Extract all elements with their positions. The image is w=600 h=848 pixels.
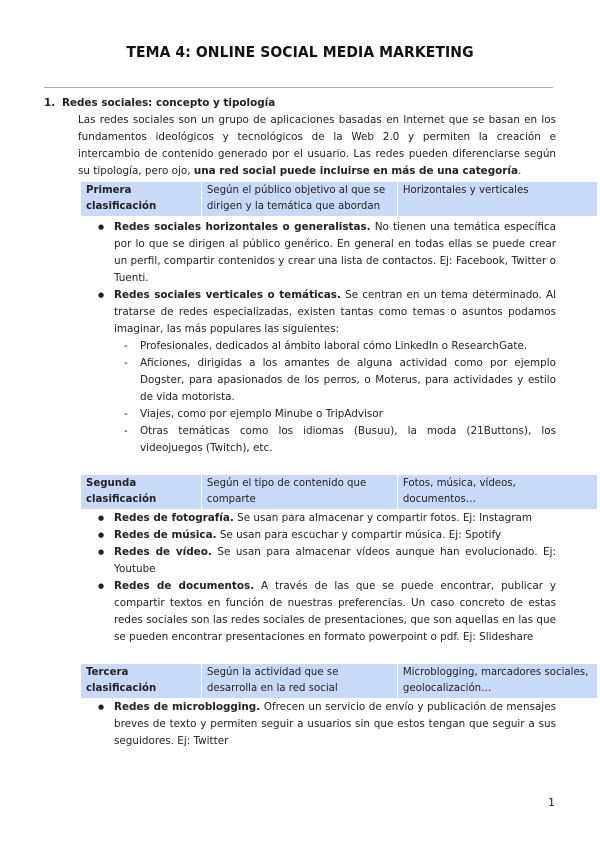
classification-name: Primera clasificación	[81, 182, 202, 217]
page-number: 1	[548, 796, 555, 809]
classification-2-list	[114, 510, 556, 646]
section-heading	[44, 95, 556, 112]
sublist-item: - Aficiones, dirigidas a los amantes de alguna actividad como por ejemplo Dogster, para apasionados de los perros, o Moterus, para actividades y estilo de vida motorista.	[140, 355, 556, 406]
item-title: Redes de música.	[114, 529, 217, 541]
list-item	[114, 699, 556, 750]
sublist-item: - Profesionales, dedicados al ámbito laboral cómo LinkedIn o ResearchGate.	[140, 338, 556, 355]
item-text: Ofrecen un servicio de envío y publicación de mensajes breves de texto y permiten seguir a usuarios sin que estos tengan que seguir a sus seguidores. Ej: Twitter	[114, 701, 556, 747]
sublist-item: - Otras temáticas como los idiomas (Busuu), la moda (21Buttons), los videojuegos (Twitch), etc.	[140, 423, 556, 457]
classification-table-1	[80, 181, 598, 217]
classification-criterion: Según el público objetivo al que se dirigen y la temática que abordan	[201, 182, 397, 217]
list-item	[114, 510, 556, 527]
intro-end: .	[518, 165, 522, 177]
classification-types: Fotos, música, vídeos, documentos…	[397, 475, 597, 510]
intro-text: Las redes sociales son un grupo de aplicaciones basadas en Internet que se basan en los fundamentos ideológicos y tecnológicos de la Web 2.0 y permiten la creación e intercambio de contenido generado por el usuario. Las redes pueden diferenciarse según su tipología, pero ojo,	[78, 114, 556, 177]
item-text: A través de las que se puede encontrar, publicar y compartir textos en función de nuestras preferencias. Un caso concreto de estas redes sociales son las redes sociales de presentaciones, que son aquellas en las que se pueden encontrar presentaciones en formato powerpoint o pdf. Ej: Slideshare	[114, 580, 556, 643]
list-item	[114, 287, 556, 457]
sublist	[140, 338, 556, 457]
item-text: Se usan para almacenar vídeos aunque han evolucionado. Ej: Youtube	[114, 546, 557, 575]
item-title: Redes sociales verticales o temáticas.	[114, 289, 341, 301]
intro-bold: una red social puede incluirse en más de una categoría	[193, 165, 518, 177]
list-item	[114, 578, 556, 646]
item-text: No tienen una temática específica por lo que se dirigen al público genérico. En general en todas ellas se puede crear un perfil, compartir contenidos y crear una lista de contactos. Ej: Facebook, Twitter o Tuenti.	[114, 221, 556, 284]
list-item	[114, 219, 556, 287]
list-item	[114, 544, 556, 578]
classification-table-2	[80, 474, 598, 510]
page-title: TEMA 4: ONLINE SOCIAL MEDIA MARKETING	[126, 43, 474, 61]
intro-paragraph	[78, 112, 556, 180]
item-title: Redes sociales horizontales o generalistas.	[114, 221, 371, 233]
classification-criterion: Según la actividad que se desarrolla en la red social	[201, 664, 397, 699]
item-text: Se centran en un tema determinado. Al tratarse de redes especializadas, existen tantas como temas o asuntos podamos imaginar, las más populares las siguientes:	[114, 289, 556, 335]
classification-criterion: Según el tipo de contenido que comparte	[201, 475, 397, 510]
classification-name: Tercera clasificación	[81, 664, 202, 699]
item-title: Redes de documentos.	[114, 580, 255, 592]
item-text: Se usan para almacenar y compartir fotos. Ej: Instagram	[233, 512, 532, 524]
classification-name: Segunda clasificación	[81, 475, 202, 510]
document-body	[44, 95, 589, 750]
classification-types: Horizontales y verticales	[397, 182, 597, 217]
item-text: Se usan para escuchar y compartir música. Ej: Spotify	[216, 529, 502, 541]
list-item	[114, 527, 556, 544]
item-title: Redes de microblogging.	[114, 701, 261, 713]
section-heading-text: Redes sociales: concepto y tipología	[62, 97, 276, 109]
sublist-item: - Viajes, como por ejemplo Minube o TripAdvisor	[140, 406, 556, 423]
section-number: 1.	[44, 97, 56, 109]
classification-types: Microblogging, marcadores sociales, geolocalización…	[397, 664, 597, 699]
classification-3-list	[114, 699, 556, 750]
classification-table-3	[80, 663, 598, 699]
item-title: Redes de fotografía.	[114, 512, 234, 524]
title-divider	[44, 87, 553, 88]
classification-1-list	[114, 219, 556, 457]
item-title: Redes de vídeo.	[114, 546, 212, 558]
